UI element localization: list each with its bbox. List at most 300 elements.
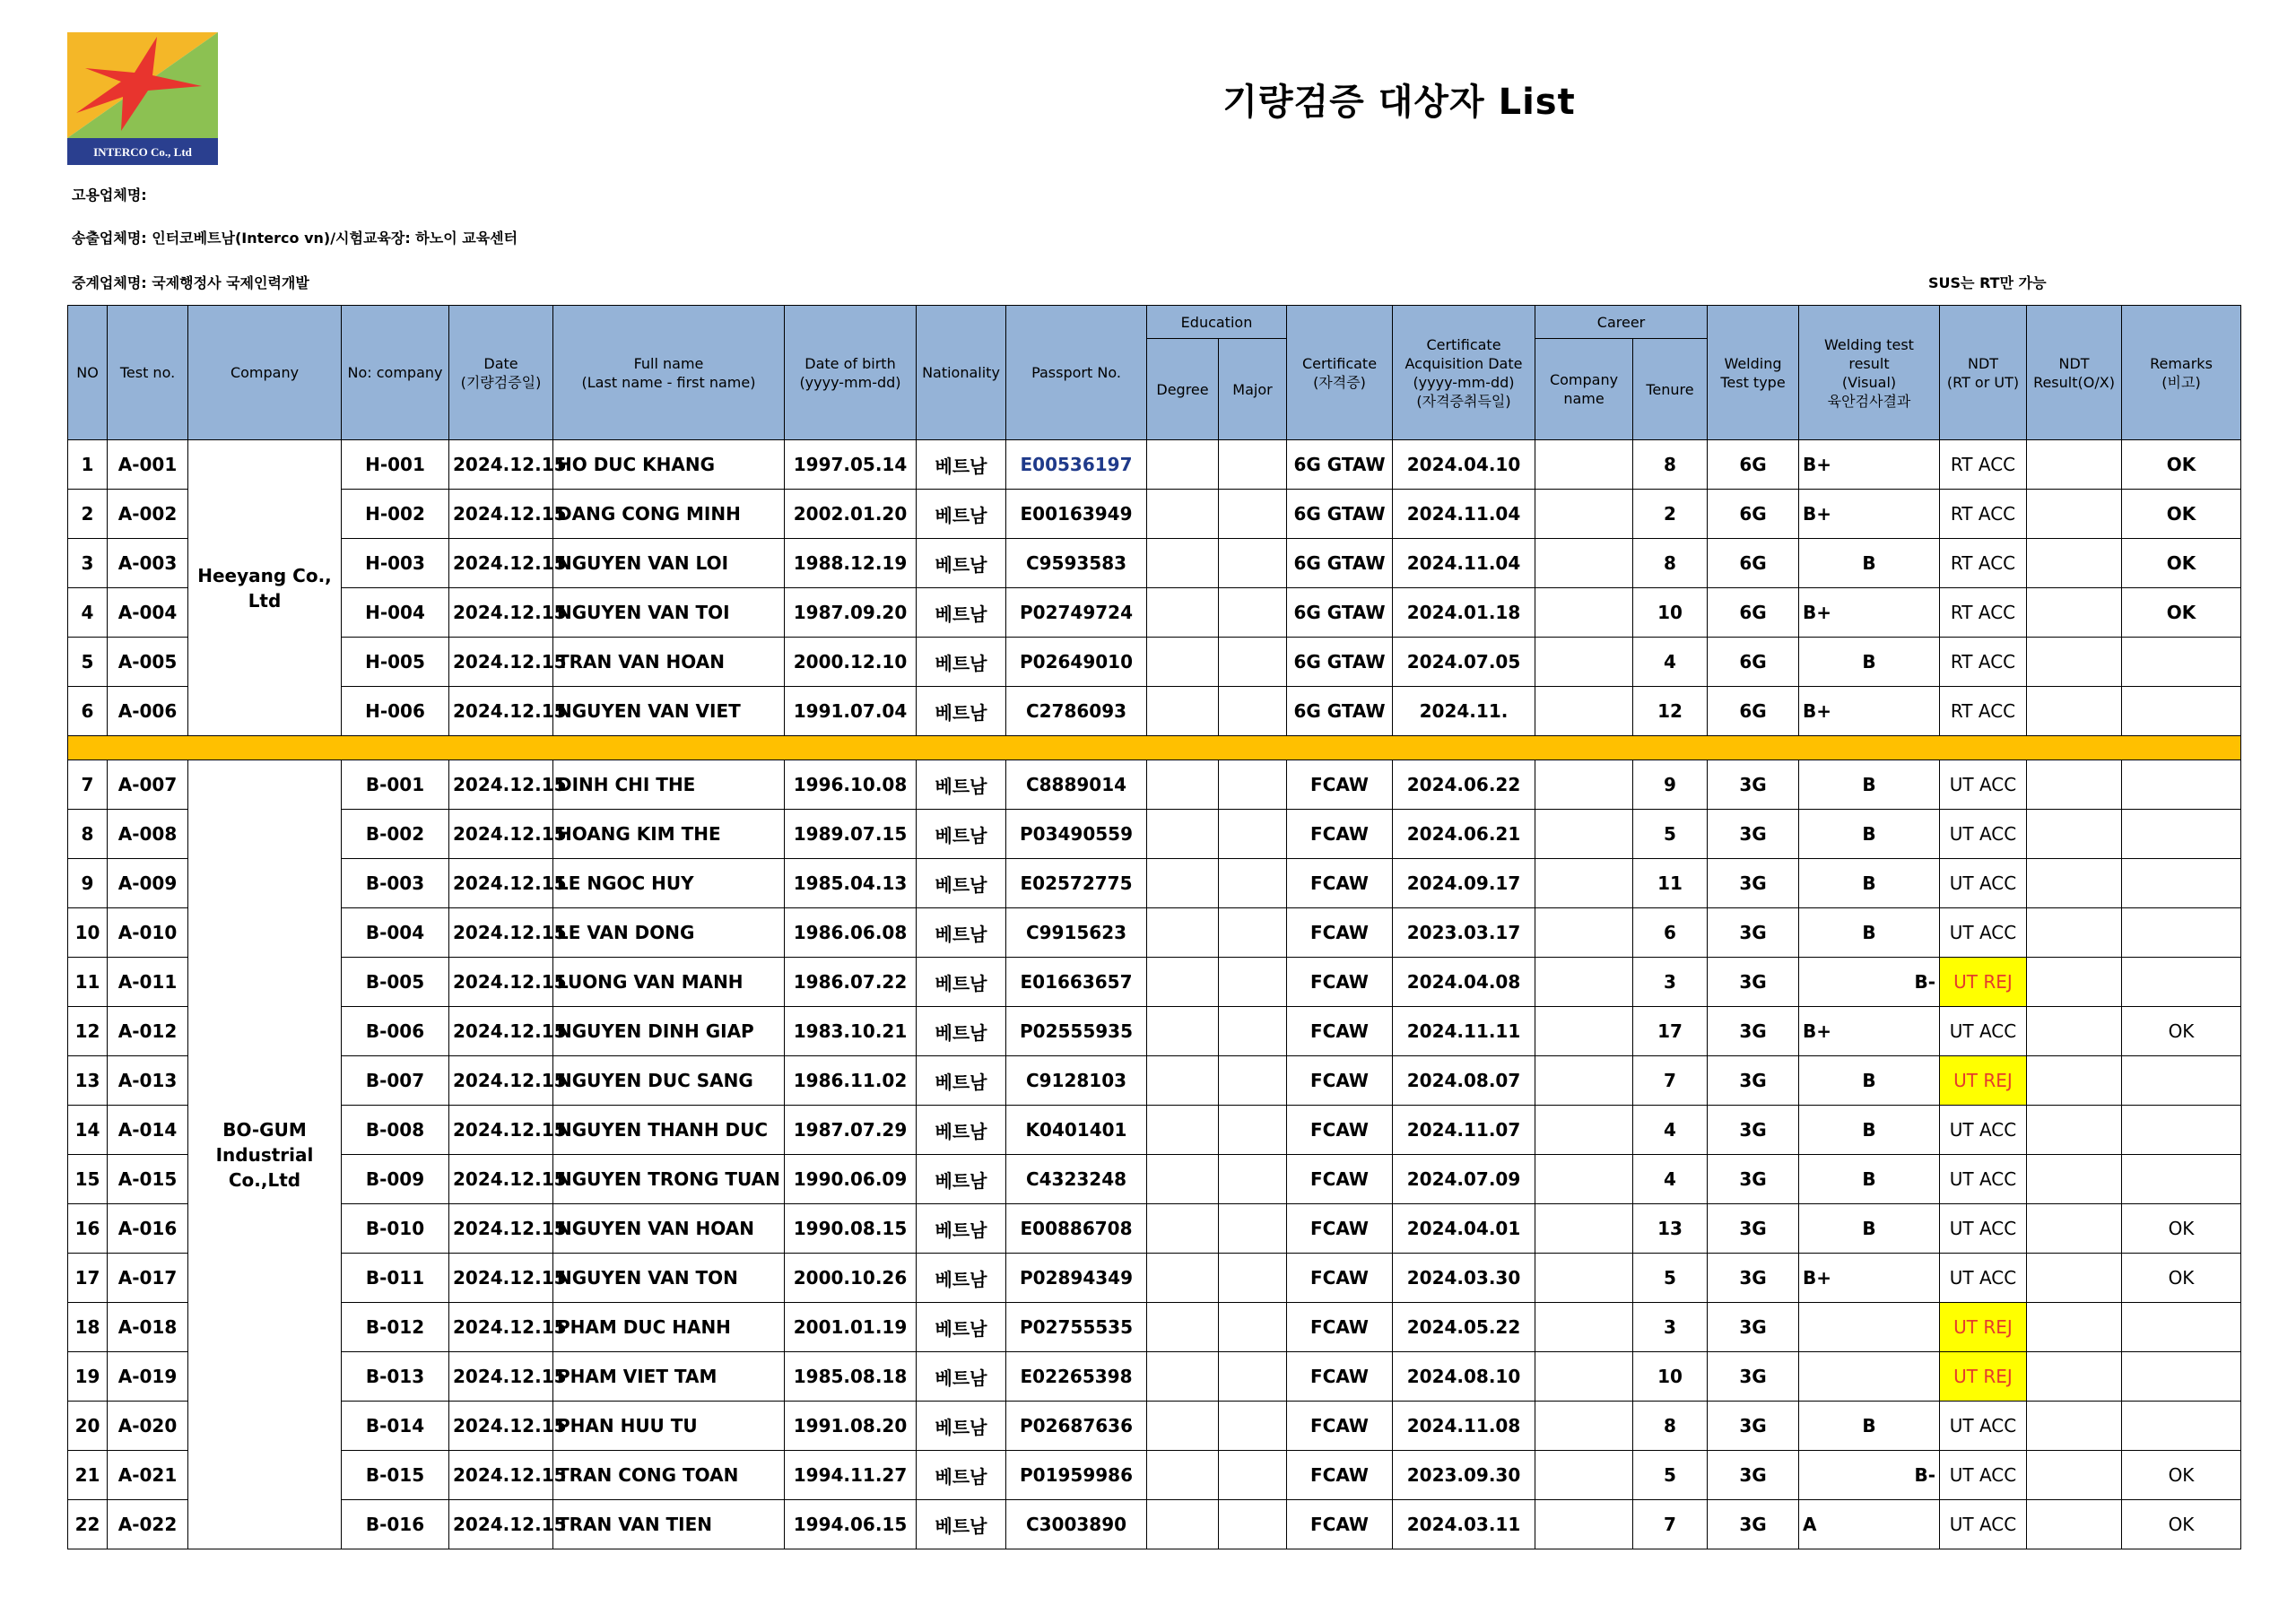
cell-tenure: 3 <box>1633 1303 1708 1352</box>
cell-no-company: B-006 <box>342 1007 449 1056</box>
cell-degree <box>1147 687 1219 736</box>
table-row <box>68 687 2241 736</box>
cell-welding-result: B <box>1799 859 1940 908</box>
cell-nationality: 베트남 <box>917 1500 1006 1549</box>
cell-welding-type: 6G <box>1708 588 1799 638</box>
interco-logo <box>67 32 218 165</box>
cell-no: 21 <box>68 1451 108 1500</box>
cell-major <box>1219 1056 1287 1106</box>
cell-full-name: LUONG VAN MANH <box>553 958 785 1007</box>
cell-nationality: 베트남 <box>917 1451 1006 1500</box>
cell-date: 2024.12.15 <box>449 1155 553 1204</box>
cell-welding-result: B <box>1799 1402 1940 1451</box>
cell-major <box>1219 1007 1287 1056</box>
cell-dob: 1986.07.22 <box>785 958 917 1007</box>
cell-certificate: 6G GTAW <box>1287 440 1393 490</box>
cell-full-name: TRAN VAN TIEN <box>553 1500 785 1549</box>
cell-major <box>1219 1451 1287 1500</box>
cell-welding-type: 3G <box>1708 760 1799 810</box>
cell-date: 2024.12.15 <box>449 810 553 859</box>
cell-welding-result: B+ <box>1799 1007 1940 1056</box>
header-major: Major <box>1219 339 1287 440</box>
cell-passport: K0401401 <box>1006 1106 1147 1155</box>
cell-no-company: B-011 <box>342 1254 449 1303</box>
cell-cert-date: 2024.03.30 <box>1393 1254 1535 1303</box>
cell-welding-type: 6G <box>1708 687 1799 736</box>
header-tenure: Tenure <box>1633 339 1708 440</box>
cell-certificate: FCAW <box>1287 1155 1393 1204</box>
table-row <box>68 1056 2241 1106</box>
cell-cert-date: 2024.04.08 <box>1393 958 1535 1007</box>
cell-welding-type: 3G <box>1708 810 1799 859</box>
cell-test-no: A-004 <box>108 588 188 638</box>
cell-major <box>1219 687 1287 736</box>
cell-full-name: NGUYEN DUC SANG <box>553 1056 785 1106</box>
cell-full-name: NGUYEN VAN HOAN <box>553 1204 785 1254</box>
cell-date: 2024.12.15 <box>449 1352 553 1402</box>
cell-degree <box>1147 1254 1219 1303</box>
cell-major <box>1219 1500 1287 1549</box>
cell-dob: 1988.12.19 <box>785 539 917 588</box>
cell-certificate: FCAW <box>1287 810 1393 859</box>
cell-passport: C3003890 <box>1006 1500 1147 1549</box>
cell-ndt: UT ACC <box>1940 1007 2027 1056</box>
cell-test-no: A-005 <box>108 638 188 687</box>
cell-no-company: B-005 <box>342 958 449 1007</box>
cell-passport: P01959986 <box>1006 1451 1147 1500</box>
cell-ndt: UT ACC <box>1940 1402 2027 1451</box>
cell-test-no: A-012 <box>108 1007 188 1056</box>
cell-degree <box>1147 810 1219 859</box>
cell-degree <box>1147 490 1219 539</box>
cell-passport: C9593583 <box>1006 539 1147 588</box>
cell-tenure: 6 <box>1633 908 1708 958</box>
cell-cert-date: 2024.08.10 <box>1393 1352 1535 1402</box>
interco-logo-graphic <box>67 32 218 165</box>
cell-career-company <box>1535 1007 1633 1056</box>
cell-no-company: B-016 <box>342 1500 449 1549</box>
cell-dob: 1991.07.04 <box>785 687 917 736</box>
cell-remarks <box>2122 638 2241 687</box>
cell-passport: P02749724 <box>1006 588 1147 638</box>
cell-cert-date: 2024.11.07 <box>1393 1106 1535 1155</box>
cell-cert-date: 2024.01.18 <box>1393 588 1535 638</box>
cell-test-no: A-022 <box>108 1500 188 1549</box>
cell-welding-result: B- <box>1799 958 1940 1007</box>
cell-ndt: UT REJ <box>1940 1056 2027 1106</box>
cell-welding-type: 3G <box>1708 1204 1799 1254</box>
cell-ndt-result <box>2027 958 2122 1007</box>
cell-dob: 1987.09.20 <box>785 588 917 638</box>
cell-no: 6 <box>68 687 108 736</box>
cell-tenure: 4 <box>1633 1155 1708 1204</box>
cell-no: 5 <box>68 638 108 687</box>
cell-certificate: FCAW <box>1287 1451 1393 1500</box>
cell-major <box>1219 908 1287 958</box>
cell-degree <box>1147 1303 1219 1352</box>
cell-ndt-result <box>2027 539 2122 588</box>
cell-welding-type: 3G <box>1708 859 1799 908</box>
cell-career-company <box>1535 1352 1633 1402</box>
cell-passport: P02687636 <box>1006 1402 1147 1451</box>
cell-cert-date: 2024.04.01 <box>1393 1204 1535 1254</box>
cell-cert-date: 2024.07.09 <box>1393 1155 1535 1204</box>
cell-ndt-result <box>2027 1500 2122 1549</box>
cell-nationality: 베트남 <box>917 539 1006 588</box>
cell-certificate: FCAW <box>1287 1204 1393 1254</box>
candidate-table <box>67 305 2241 1549</box>
cell-no-company: H-003 <box>342 539 449 588</box>
header-nationality: Nationality <box>917 306 1006 440</box>
cell-career-company <box>1535 440 1633 490</box>
cell-major <box>1219 760 1287 810</box>
cell-welding-result: B <box>1799 539 1940 588</box>
cell-degree <box>1147 958 1219 1007</box>
cell-tenure: 4 <box>1633 638 1708 687</box>
cell-welding-type: 3G <box>1708 1352 1799 1402</box>
cell-full-name: NGUYEN VAN TOI <box>553 588 785 638</box>
cell-remarks <box>2122 1155 2241 1204</box>
cell-no: 22 <box>68 1500 108 1549</box>
cell-no-company: B-004 <box>342 908 449 958</box>
cell-ndt: UT REJ <box>1940 1352 2027 1402</box>
cell-full-name: DANG CONG MINH <box>553 490 785 539</box>
cell-no: 16 <box>68 1204 108 1254</box>
cell-certificate: FCAW <box>1287 908 1393 958</box>
table-row <box>68 1402 2241 1451</box>
cell-major <box>1219 1352 1287 1402</box>
cell-no-company: B-012 <box>342 1303 449 1352</box>
cell-tenure: 17 <box>1633 1007 1708 1056</box>
cell-ndt-result <box>2027 908 2122 958</box>
cell-cert-date: 2023.09.30 <box>1393 1451 1535 1500</box>
cell-passport: E00163949 <box>1006 490 1147 539</box>
cell-ndt-result <box>2027 1007 2122 1056</box>
cell-remarks: OK <box>2122 1451 2241 1500</box>
cell-ndt-result <box>2027 1451 2122 1500</box>
cell-career-company <box>1535 1155 1633 1204</box>
cell-ndt-result <box>2027 1254 2122 1303</box>
cell-certificate: 6G GTAW <box>1287 490 1393 539</box>
cell-cert-date: 2024.11.04 <box>1393 490 1535 539</box>
table-row <box>68 1204 2241 1254</box>
cell-major <box>1219 1254 1287 1303</box>
header-education: Education <box>1147 306 1287 339</box>
table-row <box>68 859 2241 908</box>
table-row <box>68 1254 2241 1303</box>
cell-no: 2 <box>68 490 108 539</box>
cell-remarks: OK <box>2122 539 2241 588</box>
cell-remarks <box>2122 1402 2241 1451</box>
cell-test-no: A-002 <box>108 490 188 539</box>
cell-tenure: 9 <box>1633 760 1708 810</box>
cell-major <box>1219 810 1287 859</box>
cell-ndt-result <box>2027 588 2122 638</box>
cell-test-no: A-021 <box>108 1451 188 1500</box>
cell-tenure: 10 <box>1633 588 1708 638</box>
cell-dob: 1986.06.08 <box>785 908 917 958</box>
cell-certificate: 6G GTAW <box>1287 638 1393 687</box>
cell-nationality: 베트남 <box>917 638 1006 687</box>
cell-welding-result <box>1799 1303 1940 1352</box>
cell-degree <box>1147 1451 1219 1500</box>
cell-date: 2024.12.15 <box>449 1402 553 1451</box>
cell-certificate: FCAW <box>1287 760 1393 810</box>
header-degree: Degree <box>1147 339 1219 440</box>
cell-no-company: H-005 <box>342 638 449 687</box>
cell-no: 7 <box>68 760 108 810</box>
cell-ndt: UT ACC <box>1940 760 2027 810</box>
cell-welding-result: B- <box>1799 1451 1940 1500</box>
cell-nationality: 베트남 <box>917 1155 1006 1204</box>
cell-test-no: A-013 <box>108 1056 188 1106</box>
cell-test-no: A-003 <box>108 539 188 588</box>
cell-dob: 1990.08.15 <box>785 1204 917 1254</box>
cell-test-no: A-001 <box>108 440 188 490</box>
cell-full-name: NGUYEN DINH GIAP <box>553 1007 785 1056</box>
header-welding-type: Welding Test type <box>1708 306 1799 440</box>
table-body <box>68 440 2241 1549</box>
cell-major <box>1219 859 1287 908</box>
cell-cert-date: 2024.06.21 <box>1393 810 1535 859</box>
cell-no-company: B-009 <box>342 1155 449 1204</box>
cell-date: 2024.12.15 <box>449 958 553 1007</box>
cell-ndt: UT ACC <box>1940 1254 2027 1303</box>
cell-remarks <box>2122 687 2241 736</box>
cell-welding-type: 3G <box>1708 1303 1799 1352</box>
cell-no: 9 <box>68 859 108 908</box>
cell-nationality: 베트남 <box>917 1254 1006 1303</box>
cell-major <box>1219 1155 1287 1204</box>
cell-ndt-result <box>2027 1106 2122 1155</box>
header-cert-date: Certificate Acquisition Date (yyyy-mm-dd) (자격증취득일) <box>1393 306 1535 440</box>
table-row <box>68 1352 2241 1402</box>
cell-dob: 1987.07.29 <box>785 1106 917 1155</box>
cell-welding-result: B <box>1799 1056 1940 1106</box>
cell-ndt-result <box>2027 490 2122 539</box>
cell-ndt: RT ACC <box>1940 490 2027 539</box>
cell-major <box>1219 490 1287 539</box>
cell-dob: 1990.06.09 <box>785 1155 917 1204</box>
cell-degree <box>1147 588 1219 638</box>
cell-welding-result: B <box>1799 1106 1940 1155</box>
cell-dob: 1994.06.15 <box>785 1500 917 1549</box>
cell-ndt: UT ACC <box>1940 859 2027 908</box>
cell-tenure: 11 <box>1633 859 1708 908</box>
cell-passport: E00536197 <box>1006 440 1147 490</box>
cell-no: 3 <box>68 539 108 588</box>
cell-passport: E02572775 <box>1006 859 1147 908</box>
logo-text: INTERCO Co., Ltd <box>93 145 192 159</box>
cell-remarks <box>2122 958 2241 1007</box>
cell-major <box>1219 1402 1287 1451</box>
cell-cert-date: 2024.03.11 <box>1393 1500 1535 1549</box>
header-ndt-result: NDT Result(O/X) <box>2027 306 2122 440</box>
cell-passport: C9128103 <box>1006 1056 1147 1106</box>
cell-tenure: 12 <box>1633 687 1708 736</box>
cell-major <box>1219 539 1287 588</box>
cell-nationality: 베트남 <box>917 1106 1006 1155</box>
cell-welding-result: B <box>1799 638 1940 687</box>
cell-career-company <box>1535 1500 1633 1549</box>
table-row <box>68 1155 2241 1204</box>
cell-date: 2024.12.15 <box>449 760 553 810</box>
cell-remarks <box>2122 1056 2241 1106</box>
cell-date: 2024.12.15 <box>449 1451 553 1500</box>
cell-ndt-result <box>2027 1155 2122 1204</box>
cell-tenure: 8 <box>1633 539 1708 588</box>
table-row <box>68 490 2241 539</box>
cell-ndt: UT ACC <box>1940 1106 2027 1155</box>
cell-welding-type: 3G <box>1708 1106 1799 1155</box>
cell-welding-result: B+ <box>1799 440 1940 490</box>
cell-no-company: H-001 <box>342 440 449 490</box>
cell-no-company: B-002 <box>342 810 449 859</box>
cell-no-company: H-006 <box>342 687 449 736</box>
cell-career-company <box>1535 588 1633 638</box>
cell-remarks: OK <box>2122 588 2241 638</box>
cell-date: 2024.12.15 <box>449 1254 553 1303</box>
cell-remarks: OK <box>2122 1254 2241 1303</box>
cell-career-company <box>1535 859 1633 908</box>
cell-career-company <box>1535 539 1633 588</box>
cell-tenure: 4 <box>1633 1106 1708 1155</box>
cell-degree <box>1147 859 1219 908</box>
cell-major <box>1219 1106 1287 1155</box>
cell-welding-type: 3G <box>1708 958 1799 1007</box>
separator-bar <box>68 736 2241 760</box>
header-company: Company <box>188 306 342 440</box>
table-row <box>68 539 2241 588</box>
cell-tenure: 5 <box>1633 1254 1708 1303</box>
cell-major <box>1219 638 1287 687</box>
table-row <box>68 760 2241 810</box>
cell-full-name: PHAM DUC HANH <box>553 1303 785 1352</box>
cell-nationality: 베트남 <box>917 1007 1006 1056</box>
header-passport: Passport No. <box>1006 306 1147 440</box>
table-row <box>68 1106 2241 1155</box>
cell-nationality: 베트남 <box>917 490 1006 539</box>
cell-passport: C4323248 <box>1006 1155 1147 1204</box>
cell-degree <box>1147 638 1219 687</box>
cell-remarks <box>2122 1106 2241 1155</box>
cell-career-company <box>1535 908 1633 958</box>
cell-cert-date: 2024.09.17 <box>1393 859 1535 908</box>
cell-nationality: 베트남 <box>917 859 1006 908</box>
cell-ndt-result <box>2027 760 2122 810</box>
cell-date: 2024.12.15 <box>449 1303 553 1352</box>
cell-welding-type: 3G <box>1708 1254 1799 1303</box>
cell-certificate: FCAW <box>1287 1056 1393 1106</box>
cell-ndt: UT ACC <box>1940 1155 2027 1204</box>
cell-full-name: PHAN HUU TU <box>553 1402 785 1451</box>
cell-full-name: LE VAN DONG <box>553 908 785 958</box>
cell-welding-result: B+ <box>1799 490 1940 539</box>
cell-passport: C9915623 <box>1006 908 1147 958</box>
cell-no: 12 <box>68 1007 108 1056</box>
cell-nationality: 베트남 <box>917 588 1006 638</box>
cell-cert-date: 2024.04.10 <box>1393 440 1535 490</box>
cell-welding-result: B+ <box>1799 1254 1940 1303</box>
cell-dob: 1994.11.27 <box>785 1451 917 1500</box>
cell-career-company <box>1535 1106 1633 1155</box>
cell-degree <box>1147 1056 1219 1106</box>
cell-ndt-result <box>2027 1204 2122 1254</box>
cell-welding-result: B+ <box>1799 588 1940 638</box>
cell-test-no: A-018 <box>108 1303 188 1352</box>
cell-ndt: RT ACC <box>1940 687 2027 736</box>
cell-no-company: B-001 <box>342 760 449 810</box>
cell-ndt-result <box>2027 810 2122 859</box>
cell-degree <box>1147 440 1219 490</box>
cell-welding-type: 3G <box>1708 1056 1799 1106</box>
cell-major <box>1219 440 1287 490</box>
header-no-company: No: company <box>342 306 449 440</box>
cell-dob: 2000.10.26 <box>785 1254 917 1303</box>
table-row <box>68 1500 2241 1549</box>
cell-no-company: B-014 <box>342 1402 449 1451</box>
cell-cert-date: 2024.06.22 <box>1393 760 1535 810</box>
cell-ndt-result <box>2027 687 2122 736</box>
cell-nationality: 베트남 <box>917 760 1006 810</box>
cell-nationality: 베트남 <box>917 1402 1006 1451</box>
cell-test-no: A-008 <box>108 810 188 859</box>
header-dob: Date of birth (yyyy-mm-dd) <box>785 306 917 440</box>
cell-degree <box>1147 908 1219 958</box>
cell-welding-result: B <box>1799 1155 1940 1204</box>
cell-date: 2024.12.15 <box>449 638 553 687</box>
cell-dob: 1983.10.21 <box>785 1007 917 1056</box>
cell-full-name: TRAN CONG TOAN <box>553 1451 785 1500</box>
cell-dob: 1996.10.08 <box>785 760 917 810</box>
cell-welding-type: 3G <box>1708 1402 1799 1451</box>
cell-welding-type: 6G <box>1708 490 1799 539</box>
cell-ndt: RT ACC <box>1940 588 2027 638</box>
cell-no: 8 <box>68 810 108 859</box>
cell-full-name: PHAM VIET TAM <box>553 1352 785 1402</box>
cell-certificate: FCAW <box>1287 1254 1393 1303</box>
cell-remarks <box>2122 908 2241 958</box>
cell-full-name: NGUYEN THANH DUC <box>553 1106 785 1155</box>
cell-test-no: A-016 <box>108 1204 188 1254</box>
cell-nationality: 베트남 <box>917 687 1006 736</box>
header-ndt: NDT (RT or UT) <box>1940 306 2027 440</box>
cell-nationality: 베트남 <box>917 1303 1006 1352</box>
cell-no-company: B-015 <box>342 1451 449 1500</box>
table-row <box>68 1007 2241 1056</box>
cell-nationality: 베트남 <box>917 440 1006 490</box>
cell-date: 2024.12.15 <box>449 1007 553 1056</box>
cell-nationality: 베트남 <box>917 1352 1006 1402</box>
cell-no-company: B-003 <box>342 859 449 908</box>
cell-welding-type: 6G <box>1708 539 1799 588</box>
employer-line: 고용업체명: <box>72 187 147 204</box>
cell-dob: 2001.01.19 <box>785 1303 917 1352</box>
cell-passport: E01663657 <box>1006 958 1147 1007</box>
cell-welding-result: B <box>1799 1204 1940 1254</box>
cell-welding-type: 6G <box>1708 638 1799 687</box>
cell-ndt: RT ACC <box>1940 638 2027 687</box>
cell-ndt-result <box>2027 440 2122 490</box>
table-row <box>68 440 2241 490</box>
cell-date: 2024.12.15 <box>449 1500 553 1549</box>
cell-career-company <box>1535 810 1633 859</box>
table-row <box>68 588 2241 638</box>
cell-cert-date: 2024.08.07 <box>1393 1056 1535 1106</box>
cell-nationality: 베트남 <box>917 810 1006 859</box>
sus-note: SUS는 RT만 가능 <box>1928 274 2047 291</box>
cell-remarks <box>2122 810 2241 859</box>
